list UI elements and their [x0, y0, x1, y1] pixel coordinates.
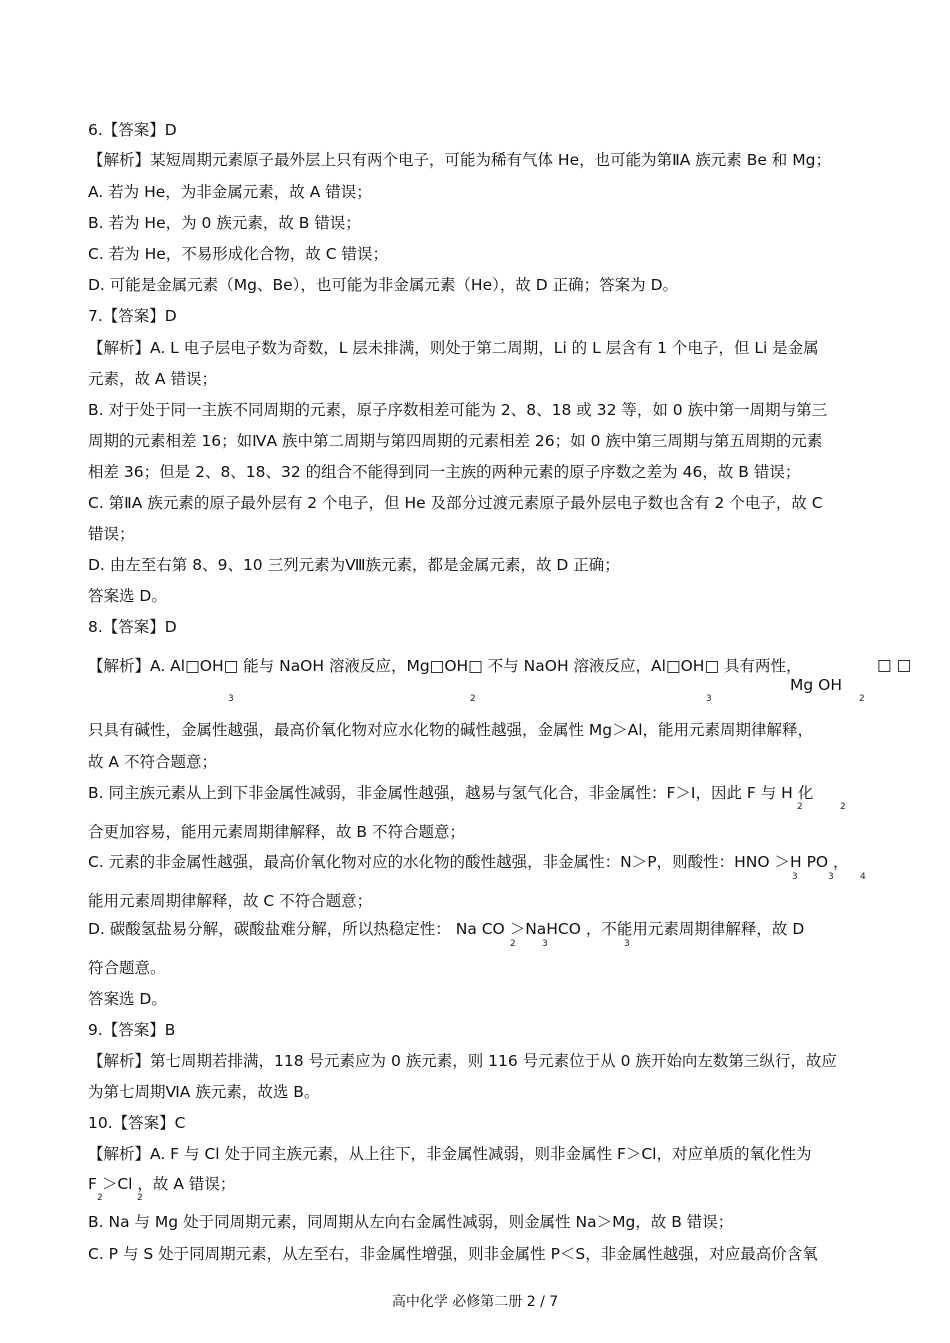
analysis-line: 【解析】A. F 与 Cl 处于同主族元素，从上往下，非金属性减弱，则非金属性 F＞Cl，对应单质的氧化性为 [88, 1145, 812, 1163]
analysis-line: 错误； [88, 525, 135, 543]
subscript: 3 [624, 939, 630, 949]
analysis-line: 答案选 D。 [88, 990, 167, 1008]
subscript: 3 [542, 939, 548, 949]
analysis-line: 【解析】A. Al□OH□ 能与 NaOH 溶液反应，Mg□OH□ 不与 NaOH 溶液反应，Al□OH□ 具有两性， [88, 657, 802, 675]
analysis-line: 相差 36；但是 2、8、18、32 的组合不能得到同一主族的两种元素的原子序数之差为 46，故 B 错误； [88, 463, 801, 481]
analysis-line: 为第七周期ⅥA 族元素，故选 B。 [88, 1083, 320, 1101]
analysis-line: F ＞Cl ，故 A 错误； [88, 1175, 236, 1193]
subscript: 4 [860, 872, 866, 882]
answer-6-heading: 6.【答案】D [88, 121, 177, 139]
subscript: 3 [792, 872, 798, 882]
analysis-line: C. 元素的非金属性越强，最高价氧化物对应的水化物的酸性越强，非金属性：N＞P，则酸性：HNO ＞H PO ， [88, 853, 849, 871]
analysis-line: B. Na 与 Mg 处于同周期元素，同周期从左向右金属性减弱，则金属性 Na＞Mg，故 B 错误； [88, 1213, 734, 1231]
analysis-line: B. 若为 He，为 0 族元素，故 B 错误； [88, 214, 361, 232]
analysis-line: 【解析】第七周期若排满，118 号元素应为 0 族元素，则 116 号元素位于从 0 族开始向左数第三纵行，故应 [88, 1052, 837, 1070]
subscript: 2 [97, 1193, 103, 1203]
analysis-line: D. 由左至右第 8、9、10 三列元素为Ⅷ族元素，都是金属元素，故 D 正确； [88, 556, 620, 574]
subscript: 2 [510, 939, 516, 949]
answer-8-heading: 8.【答案】D [88, 618, 177, 636]
subscript: 3 [228, 694, 234, 704]
analysis-line: D. 碳酸氢盐易分解，碳酸盐难分解，所以热稳定性： Na CO ＞NaHCO ，不能用元素周期律解释，故 D [88, 920, 805, 938]
analysis-line: 合更加容易，能用元素周期律解释，故 B 不符合题意； [88, 823, 465, 841]
analysis-line: C. 若为 He，不易形成化合物，故 C 错误； [88, 245, 388, 263]
subscript: 3 [828, 872, 834, 882]
formula-boxes: □ □ [877, 656, 912, 674]
subscript: 3 [706, 694, 712, 704]
analysis-line: C. 第ⅡA 族元素的原子最外层有 2 个电子，但 He 及部分过渡元素原子最外层电子数也含有 2 个电子，故 C [88, 494, 823, 512]
analysis-line: 【解析】A. L 电子层电子数为奇数，L 层未排满，则处于第二周期，Li 的 L 层含有 1 个电子，但 Li 是金属 [88, 339, 819, 357]
page-footer: 高中化学 必修第二册 2 / 7 [391, 1294, 559, 1310]
subscript: 2 [797, 802, 803, 812]
subscript: 2 [859, 694, 865, 704]
analysis-line: 周期的元素相差 16；如ⅣA 族中第二周期与第四周期的元素相差 26；如 0 族中第三周期与第五周期的元素 [88, 432, 823, 450]
subscript: 2 [470, 694, 476, 704]
subscript: 2 [840, 802, 846, 812]
analysis-line: B. 对于处于同一主族不同周期的元素，原子序数相差可能为 2、8、18 或 32 等，如 0 族中第一周期与第三 [88, 401, 828, 419]
formula-mg-oh: Mg OH [790, 676, 842, 694]
analysis-line: C. P 与 S 处于同周期元素，从左至右，非金属性增强，则非金属性 P＜S，非金属性越强，对应最高价含氧 [88, 1245, 818, 1263]
analysis-line: 符合题意。 [88, 959, 166, 977]
analysis-line: 只具有碱性，金属性越强，最高价氧化物对应水化物的碱性越强，金属性 Mg＞Al，能用元素周期律解释， [88, 721, 814, 739]
answer-10-heading: 10.【答案】C [88, 1114, 186, 1132]
analysis-line: 【解析】某短周期元素原子最外层上只有两个电子，可能为稀有气体 He，也可能为第ⅡA 族元素 Be 和 Mg； [88, 151, 831, 169]
analysis-line: A. 若为 He，为非金属元素，故 A 错误； [88, 183, 372, 201]
answer-7-heading: 7.【答案】D [88, 307, 177, 325]
subscript: 2 [137, 1193, 143, 1203]
analysis-line: 答案选 D。 [88, 587, 167, 605]
analysis-line: D. 可能是金属元素（Mg、Be），也可能为非金属元素（He），故 D 正确；答案为 D。 [88, 276, 679, 294]
analysis-line: 元素，故 A 错误； [88, 370, 217, 388]
answer-9-heading: 9.【答案】B [88, 1021, 176, 1039]
analysis-line: 故 A 不符合题意； [88, 753, 217, 771]
analysis-line: B. 同主族元素从上到下非金属性减弱，非金属性越强，越易与氢气化合，非金属性：F＞I，因此 F 与 H 化 [88, 784, 814, 802]
analysis-line: 能用元素周期律解释，故 C 不符合题意； [88, 892, 373, 910]
